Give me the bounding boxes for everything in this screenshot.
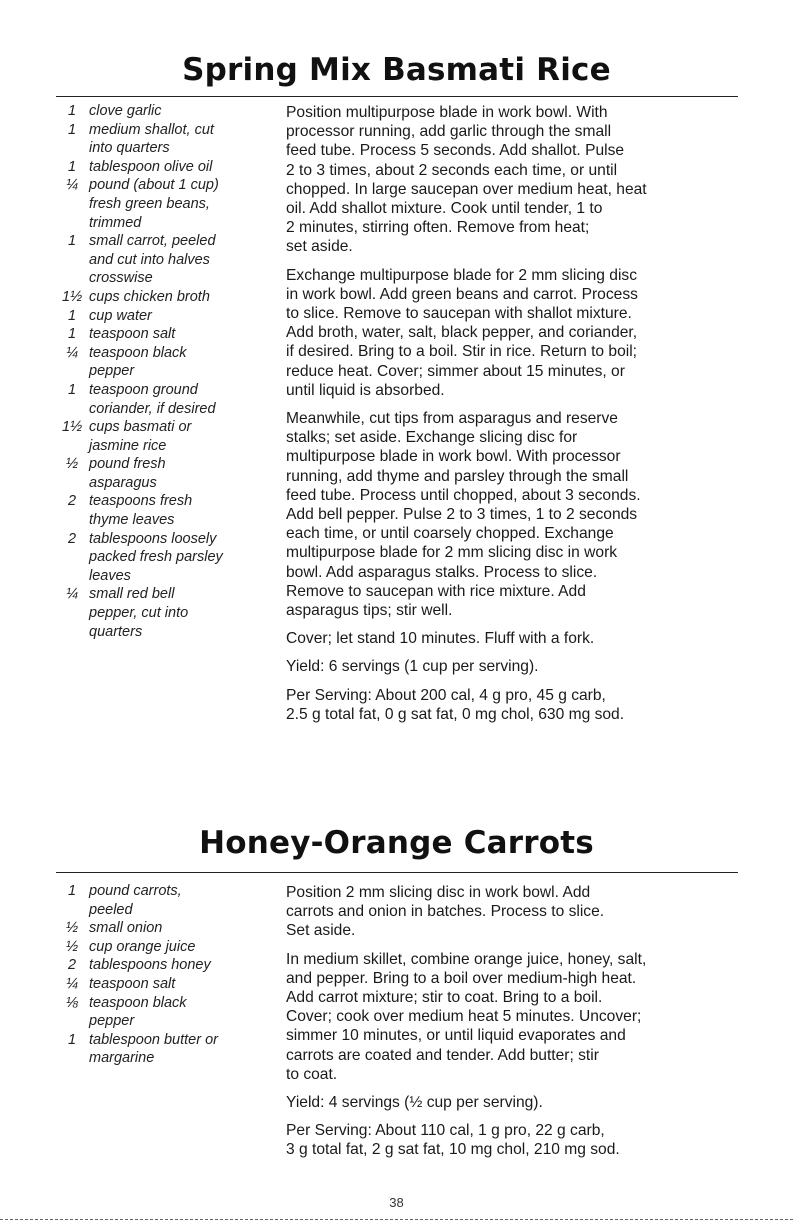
method-line: oil. Add shallot mixture. Cook until tender, 1 to <box>286 200 603 218</box>
ingredient-text: pound fresh <box>89 456 166 473</box>
ingredient-item <box>62 176 272 232</box>
ingredient-item <box>62 102 272 121</box>
method-paragraph <box>286 686 741 724</box>
ingredient-text: teaspoon black <box>89 344 187 361</box>
method-line: bowl. Add asparagus stalks. Process to slice. <box>286 563 598 581</box>
ingredient-item <box>62 994 272 1031</box>
ingredient-item <box>62 455 272 492</box>
ingredient-list <box>62 882 272 1068</box>
method-line: Add carrot mixture; stir to coat. Bring to a boil. <box>286 989 603 1007</box>
ingredient-quantity: 1 <box>67 1031 77 1048</box>
method-paragraph <box>286 883 741 941</box>
ingredient-item <box>62 975 272 994</box>
ingredient-text: teaspoon salt <box>89 975 176 992</box>
ingredient-text: asparagus <box>89 474 157 491</box>
method-line: 2.5 g total fat, 0 g sat fat, 0 mg chol, 630 mg sod. <box>286 705 625 723</box>
ingredient-text: cups chicken broth <box>89 288 210 305</box>
ingredient-text: and cut into halves <box>89 251 210 268</box>
ingredient-item <box>62 344 272 381</box>
ingredient-text: thyme leaves <box>89 512 175 529</box>
method-line: Per Serving: About 200 cal, 4 g pro, 45 g carb, <box>286 686 606 704</box>
ingredient-item <box>62 1031 272 1068</box>
ingredient-quantity: 1 <box>67 307 77 324</box>
ingredient-text: pound (about 1 cup) <box>89 177 219 194</box>
ingredient-quantity: 2 <box>67 530 77 547</box>
ingredient-text: pepper, cut into <box>89 605 189 622</box>
ingredient-item <box>62 121 272 158</box>
ingredient-quantity: 1 <box>67 233 77 250</box>
ingredient-item <box>62 288 272 307</box>
method-line: Yield: 4 servings (½ cup per serving). <box>286 1094 543 1112</box>
ingredient-quantity: ½ <box>65 456 79 473</box>
method-line: Add bell pepper. Pulse 2 to 3 times, 1 to 2 seconds <box>286 506 638 524</box>
method-line: 2 minutes, stirring often. Remove from heat; <box>286 219 590 237</box>
ingredient-list <box>62 102 272 641</box>
ingredient-text: teaspoon ground <box>89 381 198 398</box>
ingredient-item <box>62 232 272 288</box>
method-line: each time, or until coarsely chopped. Exchange <box>286 525 614 543</box>
ingredient-text: crosswise <box>89 270 153 287</box>
ingredient-text: coriander, if desired <box>89 400 216 417</box>
ingredient-quantity: 1½ <box>62 419 83 436</box>
ingredient-item <box>62 882 272 919</box>
method-paragraph <box>286 409 741 620</box>
ingredient-text: jasmine rice <box>89 437 167 454</box>
title-rule <box>56 872 738 873</box>
method-line: feed tube. Process until chopped, about 3 seconds. <box>286 486 641 504</box>
page-number: 38 <box>389 1195 404 1210</box>
ingredient-text: leaves <box>89 567 131 584</box>
ingredient-quantity: 2 <box>67 493 77 510</box>
method-line: In medium skillet, combine orange juice, honey, salt, <box>286 950 647 968</box>
ingredient-text: pepper <box>89 363 135 380</box>
ingredient-text: teaspoons fresh <box>89 493 193 510</box>
method-line: in work bowl. Add green beans and carrot. Process <box>286 285 638 303</box>
ingredient-text: trimmed <box>89 214 142 231</box>
ingredient-quantity: 1 <box>67 381 77 398</box>
method-line: 3 g total fat, 2 g sat fat, 10 mg chol, 210 mg sod. <box>286 1141 620 1159</box>
ingredient-item <box>62 492 272 529</box>
method-line: Meanwhile, cut tips from asparagus and reserve <box>286 410 618 428</box>
method-paragraph <box>286 657 741 676</box>
ingredient-quantity: 1½ <box>62 288 83 305</box>
ingredient-item <box>62 307 272 326</box>
method-line: Cover; cook over medium heat 5 minutes. Uncover; <box>286 1008 642 1026</box>
ingredient-quantity: ½ <box>65 920 79 937</box>
method-line: carrots are coated and tender. Add butter; stir <box>286 1046 599 1064</box>
ingredient-text: teaspoon black <box>89 994 187 1011</box>
method-line: feed tube. Process 5 seconds. Add shallot. Pulse <box>286 142 625 160</box>
method-line: Remove to saucepan with rice mixture. Add <box>286 582 586 600</box>
ingredient-item <box>62 418 272 455</box>
ingredient-quantity: ¼ <box>65 177 79 194</box>
method-line: to coat. <box>286 1065 338 1083</box>
ingredient-quantity: ½ <box>65 938 79 955</box>
method-line: stalks; set aside. Exchange slicing disc for <box>286 429 578 447</box>
method-line: running, add thyme and parsley through the small <box>286 467 629 485</box>
ingredient-text: small carrot, peeled <box>89 233 216 250</box>
ingredient-quantity: 1 <box>67 158 77 175</box>
ingredient-text: fresh green beans, <box>89 195 210 212</box>
ingredient-item <box>62 381 272 418</box>
method-line: 2 to 3 times, about 2 seconds each time, or until <box>286 161 618 179</box>
ingredient-item <box>62 938 272 957</box>
method-line: if desired. Bring to a boil. Stir in rice. Return to boil; <box>286 343 638 361</box>
method-line: carrots and onion in batches. Process to slice. <box>286 903 605 921</box>
ingredient-text: into quarters <box>89 140 170 157</box>
method-paragraph <box>286 1093 741 1112</box>
ingredient-item <box>62 325 272 344</box>
method-line: Cover; let stand 10 minutes. Fluff with a fork. <box>286 630 595 648</box>
method-line: Exchange multipurpose blade for 2 mm slicing disc <box>286 266 638 284</box>
ingredient-text: packed fresh parsley <box>89 549 223 566</box>
ingredient-quantity: 1 <box>67 883 77 899</box>
method-line: set aside. <box>286 238 353 256</box>
method-line: Position 2 mm slicing disc in work bowl. Add <box>286 884 591 901</box>
ingredient-item <box>62 585 272 641</box>
recipe-title-honey-orange: Honey-Orange Carrots <box>199 825 594 861</box>
ingredient-text: tablespoon butter or <box>89 1031 218 1048</box>
ingredient-text: cup water <box>89 307 152 324</box>
method-line: Set aside. <box>286 922 356 940</box>
ingredient-item <box>62 919 272 938</box>
method-line: Per Serving: About 110 cal, 1 g pro, 22 g carb, <box>286 1122 605 1140</box>
ingredient-quantity: 2 <box>67 957 77 974</box>
ingredient-text: cup orange juice <box>89 938 196 955</box>
ingredient-text: margarine <box>89 1050 155 1067</box>
method-paragraph <box>286 266 741 400</box>
title-rule <box>56 96 738 97</box>
ingredient-text: teaspoon salt <box>89 326 176 343</box>
ingredient-text: clove garlic <box>89 103 162 119</box>
ingredient-quantity: 1 <box>67 326 77 343</box>
recipe-title-spring-mix: Spring Mix Basmati Rice <box>182 52 611 88</box>
method-line: multipurpose blade for 2 mm slicing disc in work <box>286 544 618 562</box>
ingredient-quantity: ⅛ <box>65 994 79 1011</box>
ingredient-quantity: ¼ <box>65 344 79 361</box>
method-paragraph <box>286 950 741 1084</box>
ingredient-text: peeled <box>89 901 133 918</box>
ingredient-text: small red bell <box>89 586 175 603</box>
ingredient-quantity: 1 <box>67 121 77 138</box>
method-section <box>286 883 741 1169</box>
method-line: processor running, add garlic through the small <box>286 123 612 141</box>
method-line: simmer 10 minutes, or until liquid evaporates and <box>286 1027 626 1045</box>
method-paragraph <box>286 103 741 257</box>
method-line: Yield: 6 servings (1 cup per serving). <box>286 658 539 676</box>
ingredient-quantity: 1 <box>67 103 77 119</box>
method-line: until liquid is absorbed. <box>286 381 445 399</box>
ingredient-text: tablespoon olive oil <box>89 158 213 175</box>
ingredient-quantity: ¼ <box>65 975 79 992</box>
ingredient-text: pound carrots, <box>89 883 182 899</box>
ingredient-text: small onion <box>89 920 163 937</box>
method-line: Add broth, water, salt, black pepper, and coriander, <box>286 324 638 342</box>
page-edge-rule <box>0 1219 793 1220</box>
ingredient-text: cups basmati or <box>89 419 192 436</box>
method-paragraph <box>286 1121 741 1159</box>
ingredient-item <box>62 530 272 586</box>
ingredient-text: quarters <box>89 623 143 640</box>
method-line: reduce heat. Cover; simmer about 15 minutes, or <box>286 362 625 380</box>
method-line: asparagus tips; stir well. <box>286 602 453 620</box>
ingredient-text: tablespoons honey <box>89 957 211 974</box>
method-line: and pepper. Bring to a boil over medium-high heat. <box>286 969 637 987</box>
method-line: chopped. In large saucepan over medium heat, heat <box>286 180 647 198</box>
method-line: multipurpose blade in work bowl. With processor <box>286 448 621 466</box>
method-line: Position multipurpose blade in work bowl. With <box>286 104 608 121</box>
method-line: to slice. Remove to saucepan with shallot mixture. <box>286 305 632 323</box>
ingredient-quantity: ¼ <box>65 586 79 603</box>
ingredient-text: pepper <box>89 1013 135 1030</box>
ingredient-item <box>62 158 272 177</box>
ingredient-item <box>62 956 272 975</box>
ingredient-text: medium shallot, cut <box>89 121 214 138</box>
ingredient-text: tablespoons loosely <box>89 530 217 547</box>
method-section <box>286 103 741 733</box>
method-paragraph <box>286 629 741 648</box>
